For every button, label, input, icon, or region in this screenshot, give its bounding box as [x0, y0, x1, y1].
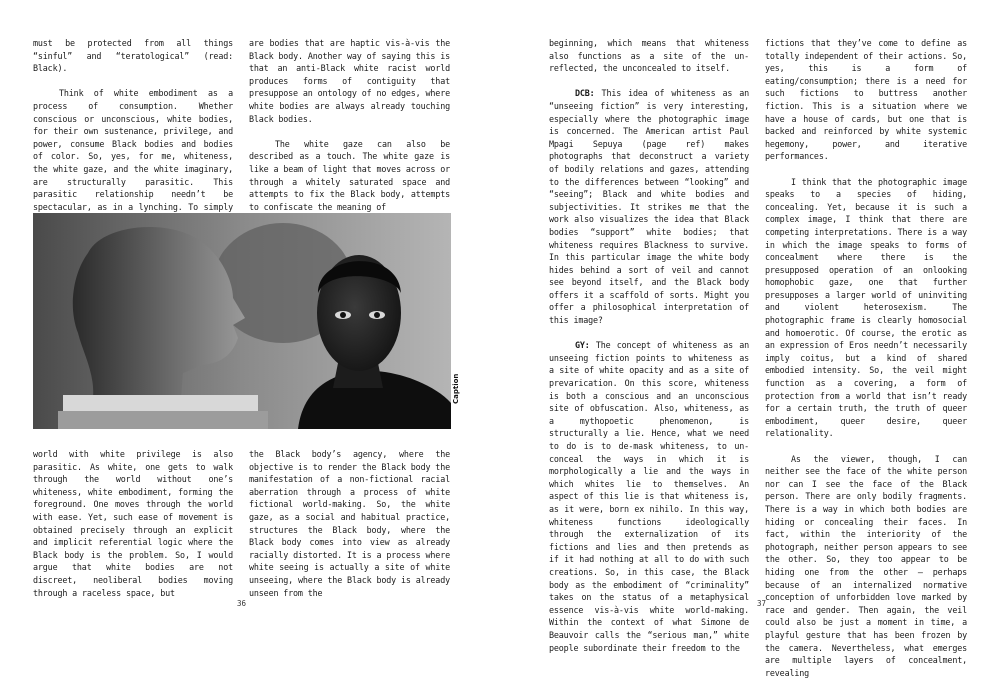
page-number-left: 36: [237, 599, 247, 608]
paragraph: are bodies that are haptic vis-à-vis the Black body. Another way of saying this is that an anti-Black white racist world produces forms of contiguity that presuppose an ontology of no edges, where white bodies are always already touching Black bodies.: [249, 38, 450, 124]
paragraph: [549, 339, 749, 654]
paragraph: beginning, which means that whiteness also functions as a site of the un-reflected, the unconcealed to itself.: [549, 38, 749, 74]
paragraph-text: The concept of whiteness as an unseeing fiction points to whiteness as a site of white opacity and as a site of prevarication. On this score, whiteness is both a conscious and an unconscious site of obfuscation. Also, whiteness, as a mythopoetic phenomenon, is structurally a lie. Hence, what we need to do is to de-mask whiteness, to un-conceal the ways in which it is morphologically a lie and the ways in which whites lie to themselves. An aspect of this lie is that whiteness is, as it were, born ex nihilo. In this way, whiteness functions ideologically through the externalization of its fictions and lies and then pretends as if it had nothing at all to do with such creations. So, in this case, the Black body as the embodiment of “criminality” takes on the status of a metaphysical essence vis-à-vis white world-making. Within the context of what Simone de Beauvoir calls the “serious man,” white people subordinate their freedom to the: [549, 340, 749, 653]
left-col2-top: [249, 37, 450, 212]
left-col1-bottom: [33, 448, 233, 598]
bust-portrait-photo: [33, 213, 451, 429]
paragraph: Think of white embodiment as a process of consumption. Whether conscious or unconscious, white bodies, for their own sustenance, privilege, and power, consume Black bodies and bodies of color. So, yes, for me, whiteness, the white gaze, and the white imaginary, are structurally parasitic. This parasitic relationship needn’t be spectacular, as in a lynching. To simply: [33, 88, 233, 212]
speaker-label: DCB:: [575, 88, 595, 99]
paragraph: the Black body’s agency, where the objective is to render the Black body the manifestation of a non-fictional racial aberration through a process of white fictional world-making. So, the white gaze, as a social and habitual practice, structures the Black body, where the Black body comes into view as already racially distorted. It is a process where white seeing is actually a site of white unseeing, where the Black body is already unseen from the: [249, 449, 450, 598]
paragraph: fictions that they’ve come to define as totally independent of their actions. So, yes, this is a form of eating/consumption; there is a need for such fictions to buttress another fiction. This is a situation where we have a house of cards, but one that is backed and reinforced by white systemic hegemony, power, and iterative performances.: [765, 38, 967, 162]
right-col4: [765, 37, 967, 678]
paragraph: must be protected from all things “sinful” and “teratological” (read: Black).: [33, 38, 233, 74]
photo-caption: Caption: [452, 373, 460, 404]
page-number-right: 37: [757, 599, 767, 608]
paragraph: world with white privilege is also parasitic. As white, one gets to walk through the world without one’s whiteness, white embodiment, forming the foreground. One moves through the world with ease. Yet, such ease of movement is obtained precisely through an explicit and implicit referential logic where the Black body is the problem. So, I would argue that white bodies are not discreet, neoliberal bodies moving through a raceless space, but: [33, 449, 233, 598]
paragraph-text: This idea of whiteness as an “unseeing fiction” is very interesting, especially where the photographic image is concerned. The American artist Paul Mpagi Sepuya (page ref) makes photographs that deconstruct a variety of bodily relations and gazes, attending to the differences between “looking” and “seeing”; Black and white bodies and subjectivities. It strikes me that the work also visualizes the idea that Black bodies “support” white bodies; that whiteness requires Blackness to survive. In this particular image the white body hides behind a sort of veil and cannot see beyond itself, and the Black body offers it a scaffold of sorts. Might you offer a philosophical interpretation of this image?: [549, 88, 749, 326]
right-col3: [549, 37, 749, 653]
paragraph: I think that the photographic image speaks to a species of hiding, concealing. Yet, because it is such a complex image, I think that there are competing interpretations. There is a way in which the image speaks to forms of concealment where there is the presupposed operation of an onlooking homophobic gaze, one that further presupposes a larger world of uninviting and violent heterosexism. The photographic frame is clearly homosocial and homoerotic. Of course, the erotic as an expression of Eros needn’t necessarily imply coitus, but a kind of shared embodied intensity. So, the veil might function as a covering, a form of protection from a world that isn’t ready for a certain truth, the truth of queer embodiment, queer desire, queer relationality.: [765, 176, 967, 439]
paragraph: The white gaze can also be described as a touch. The white gaze is like a beam of light that moves across or through a whitely saturated space and attempts to fix the Black body, attempts to confiscate the meaning of: [249, 138, 450, 212]
paragraph: [549, 87, 749, 326]
left-col2-bottom: [249, 448, 450, 598]
speaker-label: GY:: [575, 340, 590, 351]
paragraph: As the viewer, though, I can neither see the face of the white person nor can I see the face of the Black person. There are only bodily fragments. There is a way in which both bodies are hiding or concealing their faces. In fact, within the interiority of the photograph, neither person appears to see the other. So, they too appear to be hiding one from the other – perhaps because of an internalized normative conception of unforbidden love marked by race and gender. Then again, the veil could also be just a moment in time, a playful gesture that has been frozen by the camera. Nevertheless, what emerges are multiple layers of concealment, revealing: [765, 453, 967, 678]
left-col1-top: [33, 37, 233, 212]
